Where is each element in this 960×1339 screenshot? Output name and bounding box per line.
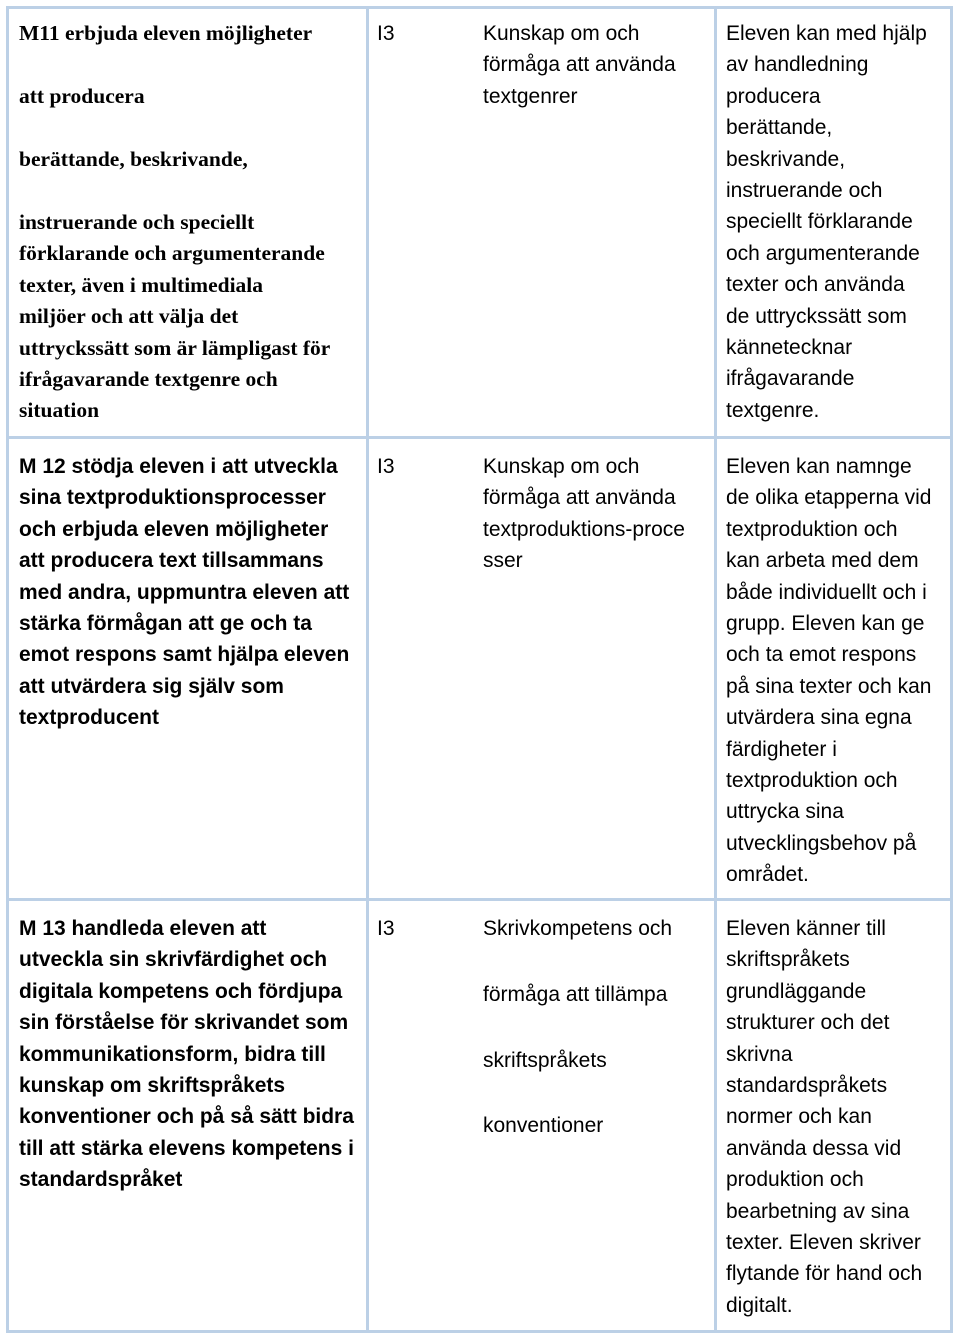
row-1-content: Kunskap om och förmåga att använda textgenrer bbox=[483, 22, 676, 108]
column-divider-2 bbox=[714, 6, 717, 1333]
table-border-bottom bbox=[6, 1330, 953, 1333]
column-divider-1 bbox=[366, 6, 369, 1333]
row-3-goal: M 13 handleda eleven att utveckla sin skrivfärdighet och digitala kompetens och fördjupa sin förståelse för skrivandet som kommunikationsform, bidra till kunskap om skriftspråkets konventioner och på så sätt bidra till att stärka elevens kompetens i standardspråket bbox=[19, 917, 354, 1192]
row-3-criterion: Eleven känner till skriftspråkets grundläggande strukturer och det skrivna standardspråkets normer och kan använda dessa vid produktion och bearbetning av sina texter. Eleven skriver flytande för hand och digitalt. bbox=[726, 917, 923, 1317]
row-2-content: Kunskap om och förmåga att använda textproduktions-proce sser bbox=[483, 455, 685, 573]
row-divider-2 bbox=[6, 898, 953, 901]
table-border-top bbox=[6, 6, 953, 9]
row-2-criterion: Eleven kan namnge de olika etapperna vid textproduktion och kan arbeta med dem både individuellt och i grupp. Eleven kan ge och ta emot respons på sina texter och kan utvärdera sina egna färdigheter i textproduktion och uttrycka sina utvecklingsbehov på området. bbox=[726, 455, 932, 887]
row-3-code: I3 bbox=[377, 917, 395, 940]
row-1-criterion: Eleven kan med hjälp av handledning producera berättande, beskrivande, instruerande och speciellt förklarande och argumenterande texter och använda de uttryckssätt som kännetecknar ifrågavarande textgenre. bbox=[726, 22, 927, 422]
row-1-goal-text: instruerande och speciellt förklarande och argumenterande texter, även i multimediala miljöer och att välja det uttryckssätt som är lämpligast för ifrågavarande textgenre och situation bbox=[19, 210, 331, 423]
table-border-left bbox=[6, 6, 9, 1333]
row-1-code: I3 bbox=[377, 22, 395, 45]
row-3-content: Skrivkompetens och förmåga att tillämpa skriftspråkets konventioner bbox=[483, 917, 673, 1138]
row-2-goal: M 12 stödja eleven i att utveckla sina textproduktionsprocesser och erbjuda eleven möjligheter att producera text tillsammans med andra, uppmuntra eleven att stärka förmågan att ge och ta emot respons samt hjälpa eleven att utvärdera sig själv som textproducent bbox=[19, 455, 350, 730]
table-border-right bbox=[950, 6, 953, 1333]
row-divider-1 bbox=[6, 436, 953, 439]
row-2-code: I3 bbox=[377, 455, 395, 478]
row-1-goal-line-2: att producera bbox=[19, 84, 145, 108]
row-1-goal-line-1: M11 erbjuda eleven möjligheter bbox=[19, 21, 313, 45]
row-1-goal-line-3: berättande, beskrivande, bbox=[19, 147, 248, 171]
